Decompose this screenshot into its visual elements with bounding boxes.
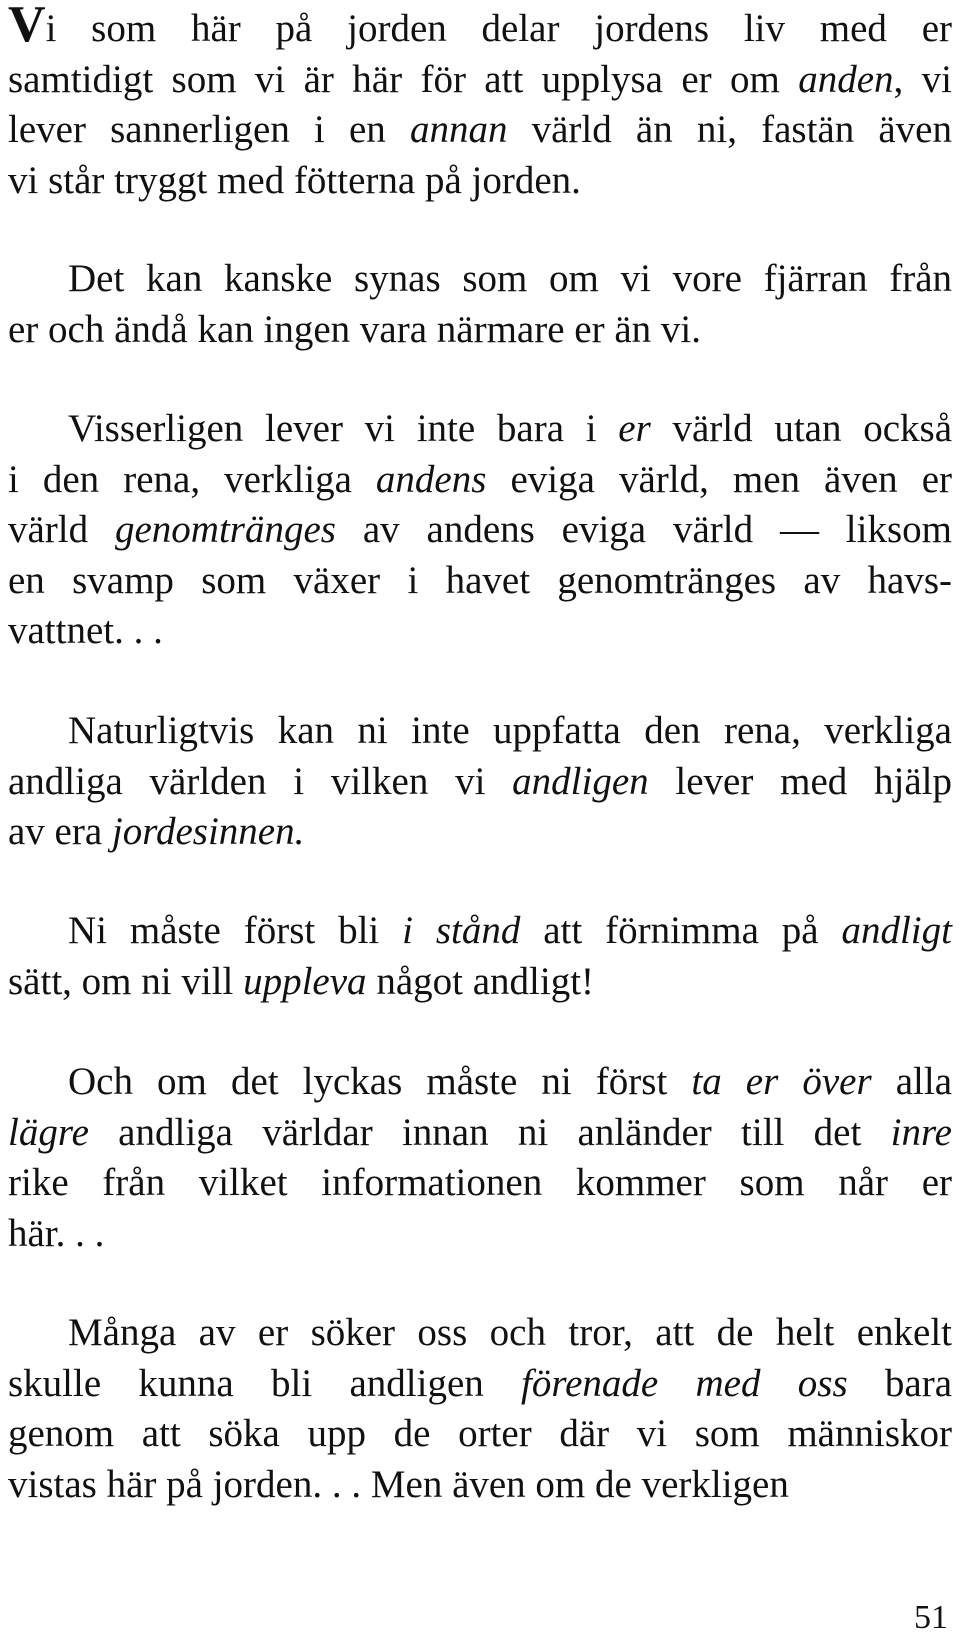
text-line	[68, 706, 952, 757]
text-run: av andens eviga värld — liksom	[335, 508, 952, 551]
text-run: vi står tryggt med fötterna på jorden.	[8, 158, 581, 202]
paragraph-6	[8, 1057, 952, 1259]
page-number: 51	[914, 1599, 948, 1636]
text-run: eviga värld, men även er	[486, 457, 952, 501]
text-line	[8, 757, 952, 808]
text-run: lever med hjälp	[648, 759, 952, 803]
text-run: Naturligtvis kan ni inte uppfatta den rena, verkliga	[68, 709, 952, 752]
text-run: Ni måste först bli	[68, 909, 403, 952]
text-line	[8, 105, 952, 156]
emphasis-text: andens	[375, 457, 487, 501]
text-line	[68, 254, 952, 305]
paragraph-4	[8, 706, 952, 858]
text-line	[8, 1108, 952, 1159]
text-run: en svamp som växer i havet genomtränges av havs-	[8, 558, 952, 602]
text-run: Visserligen lever vi inte bara i	[68, 407, 619, 450]
text-run: bara	[847, 1361, 953, 1405]
emphasis-text: andligen	[512, 759, 649, 803]
text-run: skulle kunna bli andligen	[8, 1361, 522, 1405]
paragraph-2	[8, 254, 952, 355]
text-run: av era	[8, 810, 112, 853]
emphasis-text: anden	[798, 57, 894, 101]
emphasis-text: förenade med oss	[521, 1361, 848, 1405]
text-run: i som här på jorden delar jordens liv med er	[45, 7, 952, 50]
text-run: vattnet. . .	[8, 609, 163, 652]
text-line	[68, 1308, 952, 1359]
text-line	[8, 807, 952, 858]
text-line	[8, 156, 952, 207]
emphasis-text: lägre	[8, 1110, 89, 1154]
text-run: Det kan kanske synas som om vi vore fjärran från	[68, 257, 952, 300]
text-line	[8, 505, 952, 556]
text-line	[8, 305, 952, 356]
emphasis-text: genomtränges	[115, 508, 336, 551]
emphasis-text: inre	[890, 1110, 952, 1154]
text-line	[8, 1158, 952, 1209]
text-line	[8, 1460, 952, 1511]
paragraph-3	[8, 404, 952, 657]
text-line	[68, 906, 952, 957]
initial-letter: V	[8, 0, 46, 53]
text-line	[8, 0, 952, 55]
text-run: , vi	[893, 57, 952, 101]
emphasis-text: jordesinnen.	[111, 810, 305, 853]
text-run: andliga världen i vilken vi	[8, 759, 513, 803]
text-run: Och om det lyckas måste ni först	[68, 1060, 692, 1103]
text-run: vistas här på jorden. . . Men även om de verkligen	[8, 1462, 789, 1506]
emphasis-text: uppleva	[243, 959, 367, 1003]
text-run: något andligt!	[366, 959, 595, 1003]
text-run: i den rena, verkliga	[8, 457, 376, 501]
text-line	[8, 957, 952, 1008]
text-run: värld	[8, 508, 115, 551]
text-line	[8, 1409, 952, 1460]
emphasis-text: er	[618, 407, 651, 450]
text-run: andliga världar innan ni anländer till det	[88, 1110, 891, 1154]
text-run: rike från vilket informationen kommer som når er	[8, 1161, 952, 1204]
text-run: samtidigt som vi är här för att upplysa er om	[8, 57, 799, 101]
text-line	[8, 1359, 952, 1410]
text-line	[8, 606, 952, 657]
emphasis-text: andligt	[841, 909, 952, 952]
paragraph-5	[8, 906, 952, 1007]
emphasis-text: i stånd	[402, 909, 521, 952]
text-run: alla	[871, 1060, 953, 1103]
emphasis-text: ta er över	[691, 1060, 872, 1103]
text-run: sätt, om ni vill	[8, 959, 244, 1003]
text-line	[68, 404, 952, 455]
text-run: värld utan också	[650, 407, 952, 450]
text-line	[8, 1209, 952, 1260]
text-line	[8, 55, 952, 106]
text-run: att förnimma på	[520, 909, 842, 952]
text-line	[68, 1057, 952, 1108]
paragraph-7	[8, 1308, 952, 1510]
text-run: genom att söka upp de orter där vi som människor	[8, 1412, 952, 1455]
paragraph-1	[8, 0, 952, 206]
text-line	[8, 455, 952, 506]
text-run: värld än ni, fastän även	[507, 108, 952, 151]
text-run: er och ändå kan ingen vara närmare er än vi.	[8, 307, 701, 351]
text-line	[8, 556, 952, 607]
book-page	[8, 0, 952, 1648]
text-run: Många av er söker oss och tror, att de helt enkelt	[68, 1311, 952, 1354]
text-run: här. . .	[8, 1211, 105, 1255]
text-run: lever sannerligen i en	[8, 108, 410, 151]
emphasis-text: annan	[409, 108, 508, 151]
